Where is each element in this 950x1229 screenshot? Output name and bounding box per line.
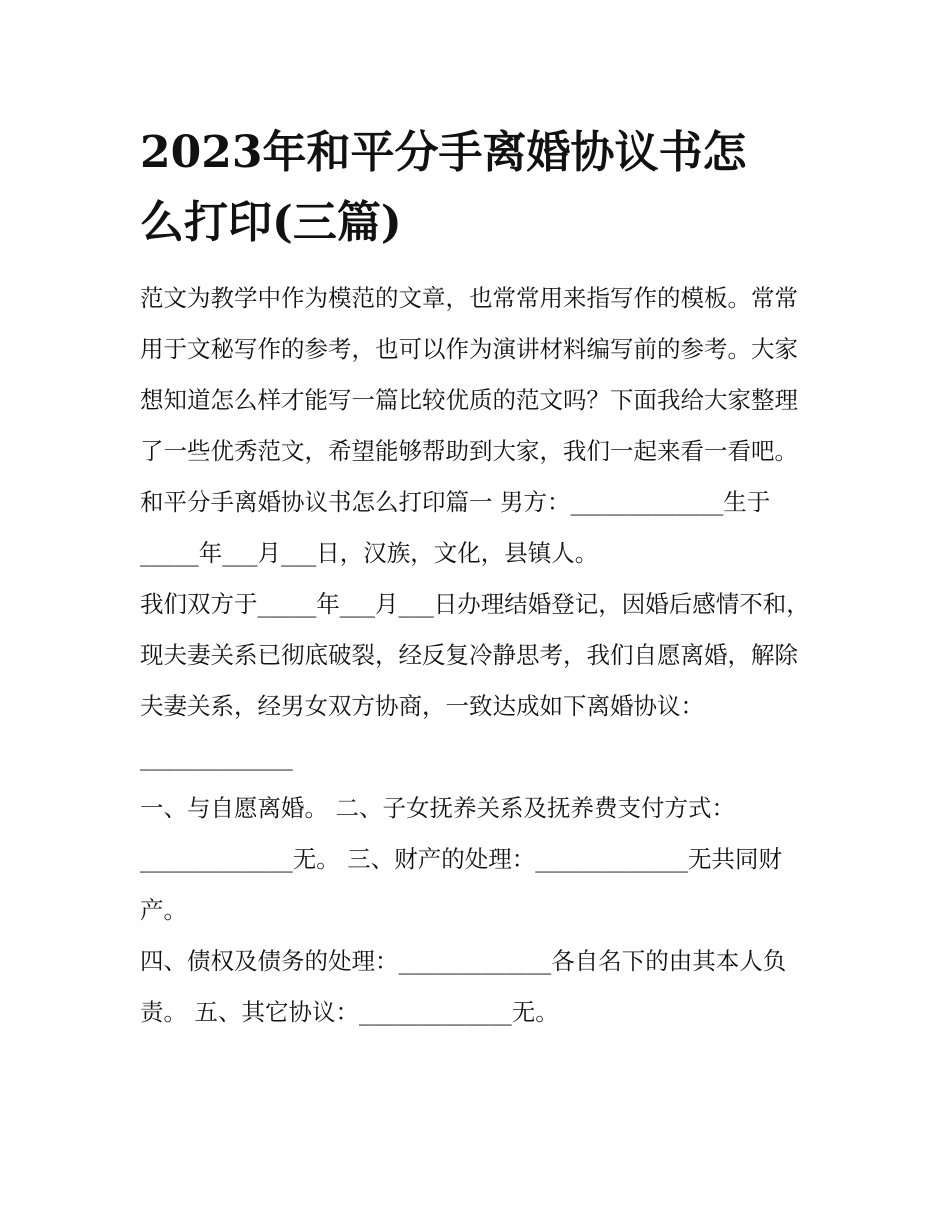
marriage-statement-paragraph: 我们双方于_____年___月___日办理结婚登记，因婚后感情不和，现夫妻关系已彻底破裂，经反复冷静思考，我们自愿离婚，解除夫妻关系，经男女双方协商，一致达成如下离婚协议：_____________: [140, 589, 810, 771]
intro-paragraph: 范文为教学中作为模范的文章，也常常用来指写作的模板。常常用于文秘写作的参考，也可以作为演讲材料编写前的参考。大家想知道怎么样才能写一篇比较优质的范文吗？下面我给大家整理了一些优秀范文，希望能够帮助到大家，我们一起来看一看吧。: [140, 283, 798, 465]
party-info-paragraph: 和平分手离婚协议书怎么打印篇一 男方：_____________生于_____年___月___日，汉族，文化，县镇人。: [140, 487, 771, 567]
terms-paragraph-2: 四、债权及债务的处理：_____________各自名下的由其本人负责。 五、其它协议：_____________无。: [140, 946, 787, 1026]
terms-paragraph-1: 一、与自愿离婚。 二、子女抚养关系及抚养费支付方式：_____________无。 三、财产的处理：_____________无共同财产。: [140, 793, 782, 924]
title-line-1: 2023年和平分手离婚协议书怎: [140, 127, 747, 178]
document-body: [140, 273, 812, 1038]
title-line-2: 么打印(三篇): [140, 197, 402, 249]
document-page: [140, 118, 812, 1038]
document-title: [140, 118, 812, 259]
